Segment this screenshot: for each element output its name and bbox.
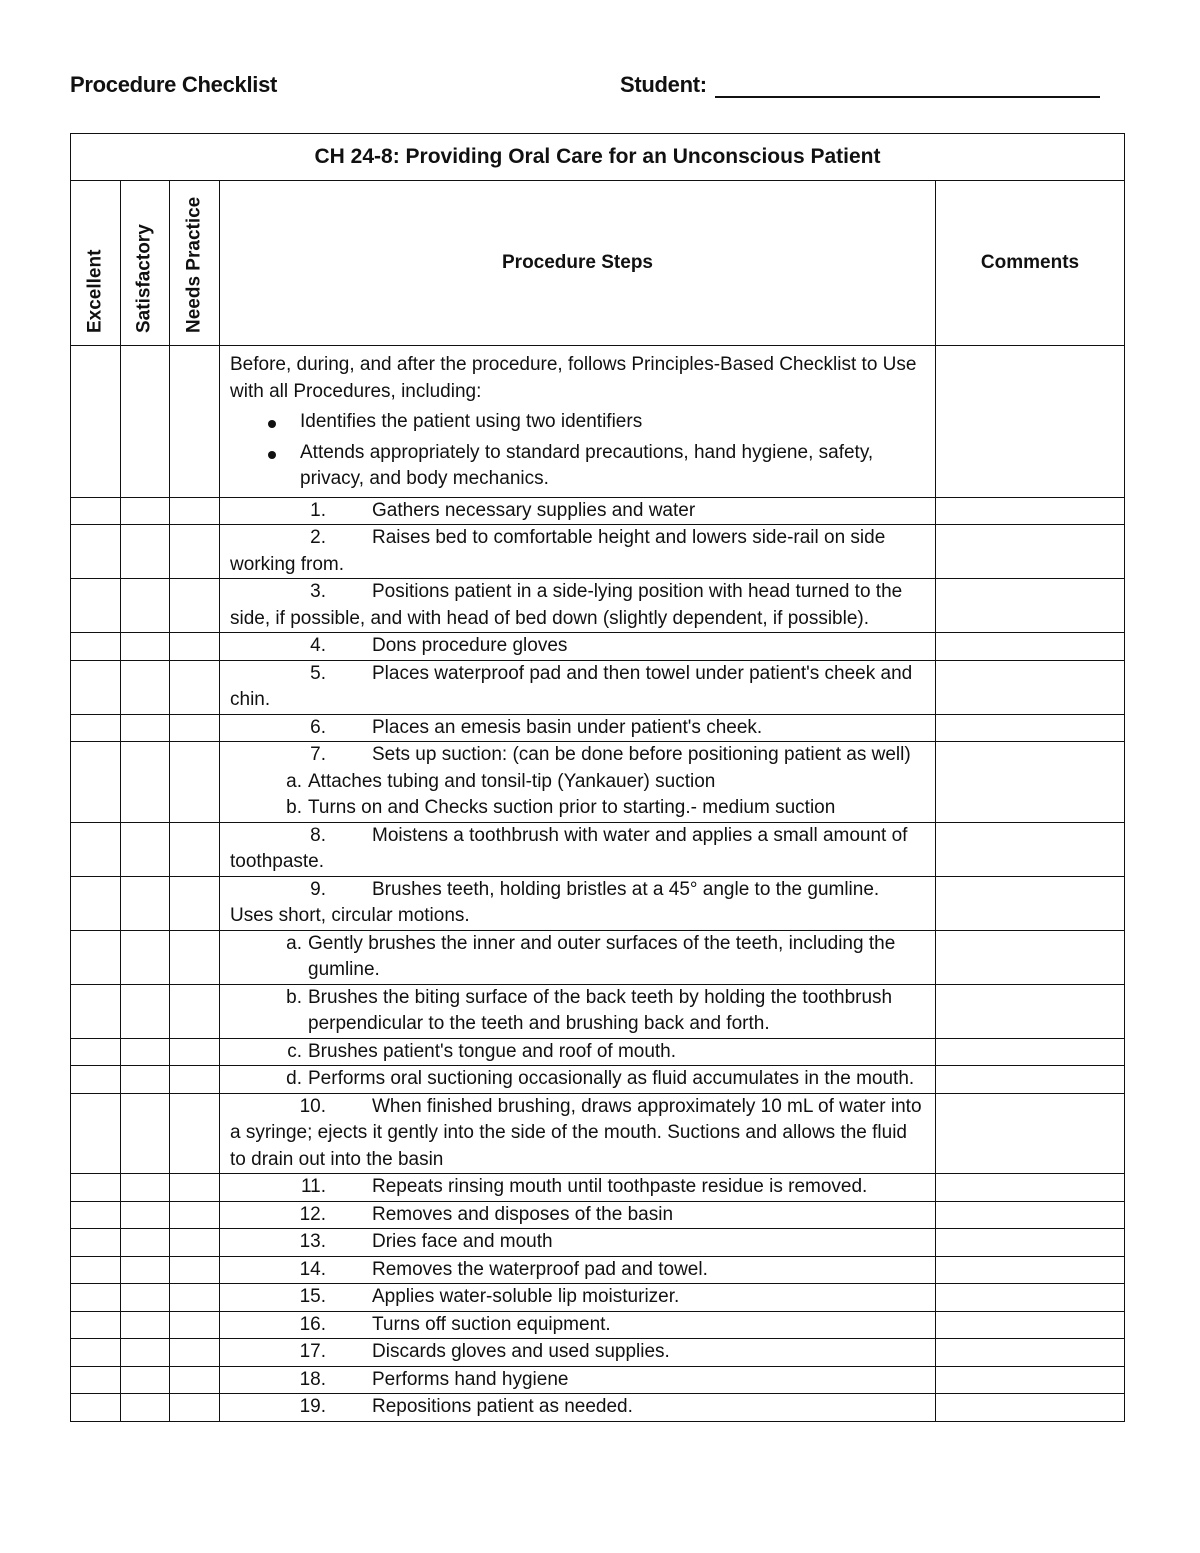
rating-satisfactory[interactable] <box>121 497 170 525</box>
step-text-cell <box>220 633 936 661</box>
rating-satisfactory[interactable] <box>121 984 170 1038</box>
step-number: 3. <box>310 581 326 602</box>
step-text: Brushes teeth, holding bristles at a 45° angle to the gumline. Uses short, circular motions. <box>230 878 880 926</box>
rating-satisfactory[interactable] <box>121 1311 170 1339</box>
step-text-cell <box>220 1229 936 1257</box>
comments-cell[interactable] <box>936 1093 1125 1174</box>
rating-excellent[interactable] <box>71 1093 121 1174</box>
sub-step <box>230 985 925 1038</box>
rating-excellent[interactable] <box>71 1394 121 1422</box>
rating-satisfactory[interactable] <box>121 1174 170 1202</box>
rating-satisfactory[interactable] <box>121 1038 170 1066</box>
rating-needs-practice[interactable] <box>170 1174 220 1202</box>
step-number: 18. <box>299 1368 326 1390</box>
sub-step-text: Attaches tubing and tonsil-tip (Yankauer) suction <box>308 770 716 792</box>
step-text: Applies water-soluble lip moisturizer. <box>372 1286 680 1307</box>
step-row <box>71 822 1125 876</box>
rating-excellent[interactable] <box>71 930 121 984</box>
step-text-cell <box>220 876 936 930</box>
rating-needs-practice[interactable] <box>170 1038 220 1066</box>
sub-step-letter: d. <box>286 1068 302 1089</box>
intro-bullet: Attends appropriately to standard precautions, hand hygiene, safety, privacy, and body mechanics. <box>300 440 925 493</box>
comments-cell[interactable] <box>936 742 1125 823</box>
step-text: Removes and disposes of the basin <box>372 1203 674 1225</box>
sub-step-letter: c. <box>287 1040 302 1062</box>
step-number: 7. <box>310 744 326 765</box>
step-text: Performs hand hygiene <box>372 1368 569 1390</box>
comments-cell[interactable] <box>936 1229 1125 1257</box>
rating-needs-practice[interactable] <box>170 579 220 633</box>
rating-excellent[interactable] <box>71 579 121 633</box>
step-text-cell <box>220 1284 936 1312</box>
comments-cell[interactable] <box>936 579 1125 633</box>
rating-needs-practice[interactable] <box>170 1339 220 1367</box>
comments-cell[interactable] <box>936 876 1125 930</box>
step-text-cell <box>220 742 936 823</box>
comments-cell[interactable] <box>936 660 1125 714</box>
step-row <box>71 1256 1125 1284</box>
step-number: 9. <box>310 878 326 900</box>
step-text-cell <box>220 1066 936 1094</box>
sub-step <box>230 931 925 984</box>
comments-cell[interactable] <box>936 497 1125 525</box>
comments-cell[interactable] <box>936 346 1125 498</box>
step-row <box>71 1201 1125 1229</box>
step-number: 4. <box>310 635 326 656</box>
step-number: 13. <box>299 1231 326 1252</box>
step-row <box>71 1311 1125 1339</box>
rating-excellent[interactable] <box>71 984 121 1038</box>
step-row <box>71 1038 1125 1066</box>
rating-satisfactory[interactable] <box>121 1093 170 1174</box>
rating-excellent[interactable] <box>71 876 121 930</box>
rating-satisfactory[interactable] <box>121 1066 170 1094</box>
comments-cell[interactable] <box>936 1394 1125 1422</box>
step-row <box>71 1093 1125 1174</box>
student-name-line[interactable] <box>715 74 1100 98</box>
step-text: Places waterproof pad and then towel under patient's cheek and chin. <box>230 662 913 710</box>
rating-needs-practice[interactable] <box>170 1256 220 1284</box>
sub-step-letter: a. <box>286 770 302 792</box>
step-number: 19. <box>299 1396 326 1417</box>
rating-satisfactory[interactable] <box>121 1366 170 1394</box>
rating-needs-practice[interactable] <box>170 930 220 984</box>
col-needs-practice <box>170 181 220 346</box>
sub-step-letter: b. <box>286 797 302 818</box>
rating-satisfactory[interactable] <box>121 1339 170 1367</box>
comments-cell[interactable] <box>936 1174 1125 1202</box>
rating-needs-practice[interactable] <box>170 1366 220 1394</box>
sub-step <box>230 1039 925 1066</box>
step-row <box>71 714 1125 742</box>
step-text: When finished brushing, draws approximately 10 mL of water into a syringe; ejects it gently into the side of the mouth. Suctions and allows the fluid to drain out into the basin <box>230 1095 922 1170</box>
rating-excellent[interactable] <box>71 346 121 498</box>
step-number: 2. <box>310 527 326 548</box>
rating-needs-practice[interactable] <box>170 822 220 876</box>
rating-needs-practice[interactable] <box>170 346 220 498</box>
rating-needs-practice[interactable] <box>170 497 220 525</box>
page-title: Procedure Checklist <box>70 72 278 97</box>
rating-satisfactory[interactable] <box>121 822 170 876</box>
comments-cell[interactable] <box>936 1311 1125 1339</box>
rating-excellent[interactable] <box>71 714 121 742</box>
rating-satisfactory[interactable] <box>121 633 170 661</box>
step-text-cell <box>220 984 936 1038</box>
step-number: 12. <box>299 1203 326 1225</box>
rating-needs-practice[interactable] <box>170 1066 220 1094</box>
rating-excellent[interactable] <box>71 1366 121 1394</box>
comments-cell[interactable] <box>936 930 1125 984</box>
step-text: Moistens a toothbrush with water and applies a small amount of toothpaste. <box>230 824 908 872</box>
intro-step <box>220 346 936 498</box>
step-text-cell <box>220 1339 936 1367</box>
rating-needs-practice[interactable] <box>170 1394 220 1422</box>
rating-excellent[interactable] <box>71 1174 121 1202</box>
step-text-cell <box>220 1093 936 1174</box>
step-row <box>71 984 1125 1038</box>
step-text-cell <box>220 525 936 579</box>
rating-satisfactory[interactable] <box>121 714 170 742</box>
step-text-cell <box>220 714 936 742</box>
sub-step-text: Performs oral suctioning occasionally as fluid accumulates in the mouth. <box>308 1068 915 1089</box>
rating-excellent[interactable] <box>71 660 121 714</box>
rating-needs-practice[interactable] <box>170 1201 220 1229</box>
procedure-title: CH 24-8: Providing Oral Care for an Unconscious Patient <box>71 134 1125 181</box>
rating-satisfactory[interactable] <box>121 1201 170 1229</box>
rating-excellent[interactable] <box>71 1066 121 1094</box>
step-text-cell <box>220 1201 936 1229</box>
rating-excellent[interactable] <box>71 742 121 823</box>
step-text: Turns off suction equipment. <box>372 1313 611 1335</box>
col-excellent-label: Excellent <box>84 249 105 333</box>
rating-needs-practice[interactable] <box>170 633 220 661</box>
step-row <box>71 1066 1125 1094</box>
rating-satisfactory[interactable] <box>121 346 170 498</box>
step-number: 15. <box>299 1286 326 1307</box>
step-text-cell <box>220 1311 936 1339</box>
step-row <box>71 497 1125 525</box>
comments-cell[interactable] <box>936 1256 1125 1284</box>
sub-step-text: Brushes the biting surface of the back teeth by holding the toothbrush perpendicular to the teeth and brushing back and forth. <box>308 986 893 1034</box>
rating-satisfactory[interactable] <box>121 525 170 579</box>
rating-excellent[interactable] <box>71 1339 121 1367</box>
rating-excellent[interactable] <box>71 633 121 661</box>
step-number: 16. <box>299 1313 326 1335</box>
step-row <box>71 742 1125 823</box>
rating-needs-practice[interactable] <box>170 1311 220 1339</box>
step-row <box>71 1339 1125 1367</box>
rating-satisfactory[interactable] <box>121 1256 170 1284</box>
rating-needs-practice[interactable] <box>170 1093 220 1174</box>
step-text: Repeats rinsing mouth until toothpaste residue is removed. <box>372 1176 868 1197</box>
comments-cell[interactable] <box>936 1038 1125 1066</box>
rating-excellent[interactable] <box>71 1256 121 1284</box>
step-row <box>71 579 1125 633</box>
sub-step-text: Brushes patient's tongue and roof of mouth. <box>308 1040 677 1062</box>
comments-cell[interactable] <box>936 714 1125 742</box>
rating-satisfactory[interactable] <box>121 1284 170 1312</box>
step-row <box>71 930 1125 984</box>
rating-satisfactory[interactable] <box>121 660 170 714</box>
step-row <box>71 1394 1125 1422</box>
sub-step <box>230 795 925 822</box>
comments-cell[interactable] <box>936 1284 1125 1312</box>
step-text-cell <box>220 930 936 984</box>
step-text-cell <box>220 1038 936 1066</box>
sub-step-text: Turns on and Checks suction prior to starting.- medium suction <box>308 797 836 818</box>
rating-needs-practice[interactable] <box>170 1229 220 1257</box>
rating-needs-practice[interactable] <box>170 742 220 823</box>
col-satisfactory <box>121 181 170 346</box>
step-number: 11. <box>300 1176 326 1197</box>
rating-needs-practice[interactable] <box>170 714 220 742</box>
intro-bullets <box>230 409 925 493</box>
step-row <box>71 876 1125 930</box>
intro-bullet: Identifies the patient using two identifiers <box>300 409 925 436</box>
intro-text: Before, during, and after the procedure, follows Principles-Based Checklist to Use with all Procedures, including: <box>230 354 917 402</box>
rating-excellent[interactable] <box>71 525 121 579</box>
rating-excellent[interactable] <box>71 822 121 876</box>
student-label-text: Student: <box>620 72 707 97</box>
rating-satisfactory[interactable] <box>121 1394 170 1422</box>
step-number: 5. <box>310 662 326 684</box>
rating-satisfactory[interactable] <box>121 742 170 823</box>
col-comments: Comments <box>936 181 1125 346</box>
step-text: Dries face and mouth <box>372 1231 553 1252</box>
comments-cell[interactable] <box>936 633 1125 661</box>
rating-excellent[interactable] <box>71 1201 121 1229</box>
rating-needs-practice[interactable] <box>170 876 220 930</box>
rating-excellent[interactable] <box>71 1038 121 1066</box>
step-text: Repositions patient as needed. <box>372 1396 633 1417</box>
step-text-cell <box>220 1256 936 1284</box>
step-number: 17. <box>299 1341 326 1362</box>
col-satisfactory-label: Satisfactory <box>133 224 155 333</box>
step-text: Dons procedure gloves <box>372 635 568 656</box>
col-excellent <box>71 181 121 346</box>
step-text: Removes the waterproof pad and towel. <box>372 1258 708 1280</box>
step-text-cell <box>220 497 936 525</box>
step-text: Raises bed to comfortable height and lowers side-rail on side working from. <box>230 527 886 575</box>
comments-cell[interactable] <box>936 822 1125 876</box>
comments-cell[interactable] <box>936 525 1125 579</box>
rating-needs-practice[interactable] <box>170 525 220 579</box>
step-text-cell <box>220 1366 936 1394</box>
student-label <box>620 72 1100 98</box>
rating-excellent[interactable] <box>71 1311 121 1339</box>
step-text-cell <box>220 1174 936 1202</box>
rating-excellent[interactable] <box>71 497 121 525</box>
step-text-cell <box>220 579 936 633</box>
step-row <box>71 1284 1125 1312</box>
rating-satisfactory[interactable] <box>121 579 170 633</box>
rating-excellent[interactable] <box>71 1229 121 1257</box>
intro-row <box>71 346 1125 498</box>
sub-step <box>230 769 925 796</box>
step-row <box>71 1174 1125 1202</box>
comments-cell[interactable] <box>936 1339 1125 1367</box>
col-procedure-steps: Procedure Steps <box>220 181 936 346</box>
step-row <box>71 660 1125 714</box>
step-text-cell <box>220 822 936 876</box>
comments-cell[interactable] <box>936 1201 1125 1229</box>
step-number: 10. <box>299 1095 326 1117</box>
step-text: Positions patient in a side-lying position with head turned to the side, if possible, and with head of bed down (slightly dependent, if possible). <box>230 581 903 629</box>
step-text-cell <box>220 660 936 714</box>
rating-needs-practice[interactable] <box>170 1284 220 1312</box>
step-number: 6. <box>310 716 326 738</box>
step-row <box>71 525 1125 579</box>
step-row <box>71 633 1125 661</box>
rating-satisfactory[interactable] <box>121 930 170 984</box>
sub-step-letter: a. <box>286 932 302 954</box>
sub-step-text: Gently brushes the inner and outer surfaces of the teeth, including the gumline. <box>308 932 896 980</box>
step-number: 14. <box>299 1258 326 1280</box>
rating-excellent[interactable] <box>71 1284 121 1312</box>
step-row <box>71 1366 1125 1394</box>
step-text: Gathers necessary supplies and water <box>372 499 696 521</box>
step-number: 8. <box>310 824 326 846</box>
step-number: 1. <box>310 499 326 521</box>
step-text: Sets up suction: (can be done before positioning patient as well) <box>372 744 911 765</box>
rating-needs-practice[interactable] <box>170 660 220 714</box>
sub-step <box>230 1066 925 1093</box>
rating-satisfactory[interactable] <box>121 1229 170 1257</box>
step-row <box>71 1229 1125 1257</box>
step-text: Discards gloves and used supplies. <box>372 1341 670 1362</box>
rating-needs-practice[interactable] <box>170 984 220 1038</box>
step-text: Places an emesis basin under patient's cheek. <box>372 716 763 738</box>
col-needs-practice-label: Needs Practice <box>183 196 204 333</box>
step-text-cell <box>220 1394 936 1422</box>
comments-cell[interactable] <box>936 1366 1125 1394</box>
comments-cell[interactable] <box>936 984 1125 1038</box>
rating-satisfactory[interactable] <box>121 876 170 930</box>
comments-cell[interactable] <box>936 1066 1125 1094</box>
checklist-table <box>70 133 1125 1422</box>
sub-step-letter: b. <box>286 986 302 1008</box>
